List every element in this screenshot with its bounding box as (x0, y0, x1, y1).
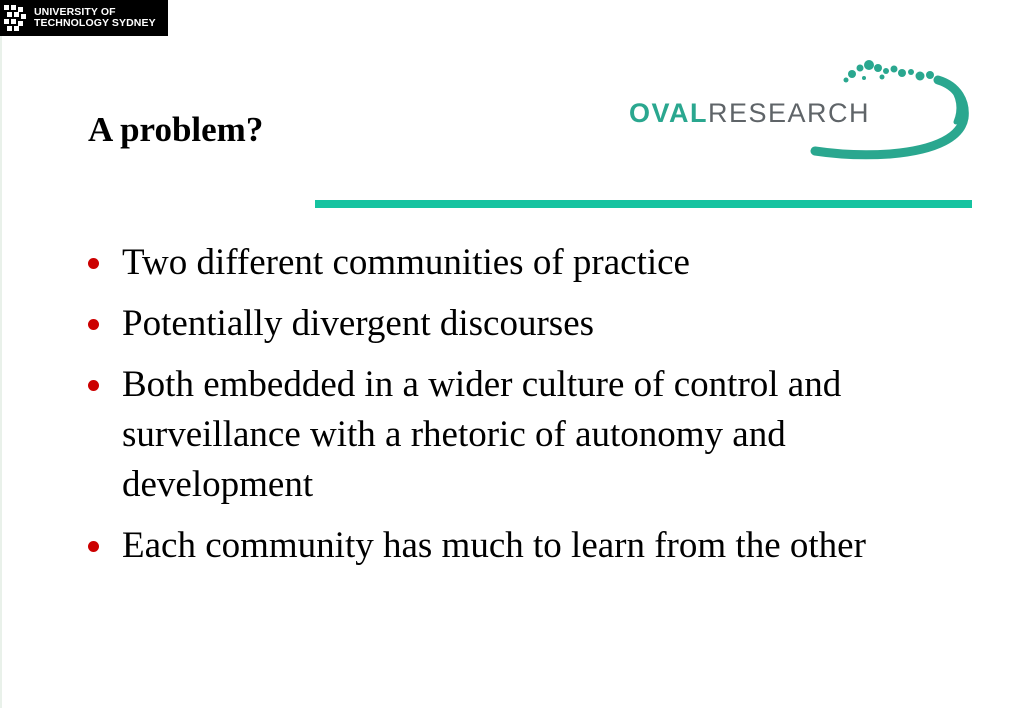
bullet-list (88, 238, 968, 582)
bullet-text: Potentially divergent discourses (122, 303, 595, 344)
university-name-line2: TECHNOLOGY SYDNEY (34, 17, 156, 29)
bullet-item (88, 299, 968, 349)
slide-left-edge (0, 0, 2, 708)
bullet-dot-icon (88, 319, 99, 330)
bullet-text: Both embedded in a wider culture of control and surveillance with a rhetoric of autonomy and development (122, 364, 842, 505)
uts-crest-icon (3, 3, 29, 33)
research-word: RESEARCH (708, 98, 871, 128)
bullet-item (88, 521, 968, 571)
bullet-text: Two different communities of practice (122, 242, 690, 283)
university-name (34, 7, 156, 29)
university-logo (0, 0, 168, 36)
bullet-dot-icon (88, 380, 99, 391)
bullet-text: Each community has much to learn from the other (122, 525, 866, 566)
oval-word: OVAL (629, 98, 708, 128)
oval-research-logo (620, 56, 970, 160)
slide-title: A problem? (88, 110, 264, 149)
bullet-item (88, 238, 968, 288)
oval-research-wordmark (629, 98, 870, 129)
title-divider (315, 200, 972, 208)
bullet-dot-icon (88, 258, 99, 269)
university-name-line1: UNIVERSITY OF (34, 6, 116, 18)
bullet-item (88, 360, 968, 510)
bullet-dot-icon (88, 541, 99, 552)
